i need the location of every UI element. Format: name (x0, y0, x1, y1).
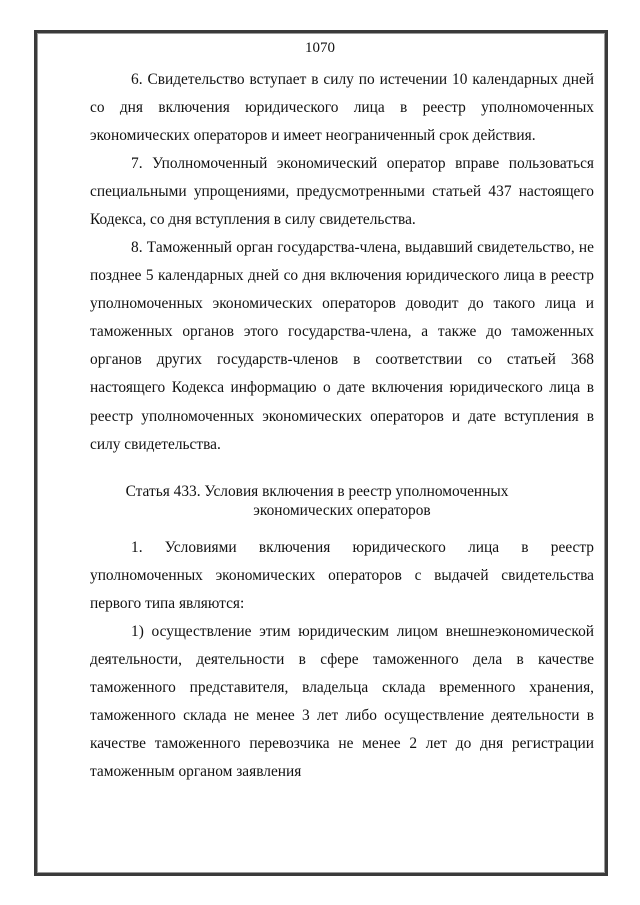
page-number: 1070 (305, 40, 335, 56)
article-paragraph-1: 1. Условиями включения юридического лица в реестр уполномоченных экономических операторов с выдачей свидетельства первого типа являются: (90, 539, 594, 613)
paragraph-7: 7. Уполномоченный экономический оператор вправе пользоваться специальными упрощениями, предусмотренными статьей 437 настоящего Кодекса, со дня вступления в силу свидетельства. (90, 155, 594, 229)
article-subparagraph-1: 1) осуществление этим юридическим лицом внешнеэкономической деятельности, деятельности в сфере таможенного дела в качестве таможенного представителя, владельца склада временного хранения, таможенного склада не менее 3 лет либо осуществление деятельности в качестве таможенного перевозчика не менее 2 лет до дня регистрации таможенным органом заявления (90, 623, 594, 781)
paragraph-8: 8. Таможенный орган государства-члена, выдавший свидетельство, не позднее 5 календарных дней со дня включения юридического лица в реестр уполномоченных экономических операторов доводит до такого лица и таможенных органов этого государства-члена, а также до таможенных органов других государств-членов в соответствии со статьей 368 настоящего Кодекса информацию о дате включения юридического лица в реестр уполномоченных экономических операторов и дате вступления в силу свидетельства. (90, 239, 594, 453)
article-heading-line-1: Статья 433. Условия включения в реестр уполномоченных (125, 483, 509, 500)
paragraph-6: 6. Свидетельство вступает в силу по истечении 10 календарных дней со дня включения юридического лица в реестр уполномоченных экономических операторов и имеет неограниченный срок действия. (90, 71, 594, 145)
article-heading-line-2: экономических операторов (253, 502, 431, 519)
article-heading (90, 482, 594, 520)
